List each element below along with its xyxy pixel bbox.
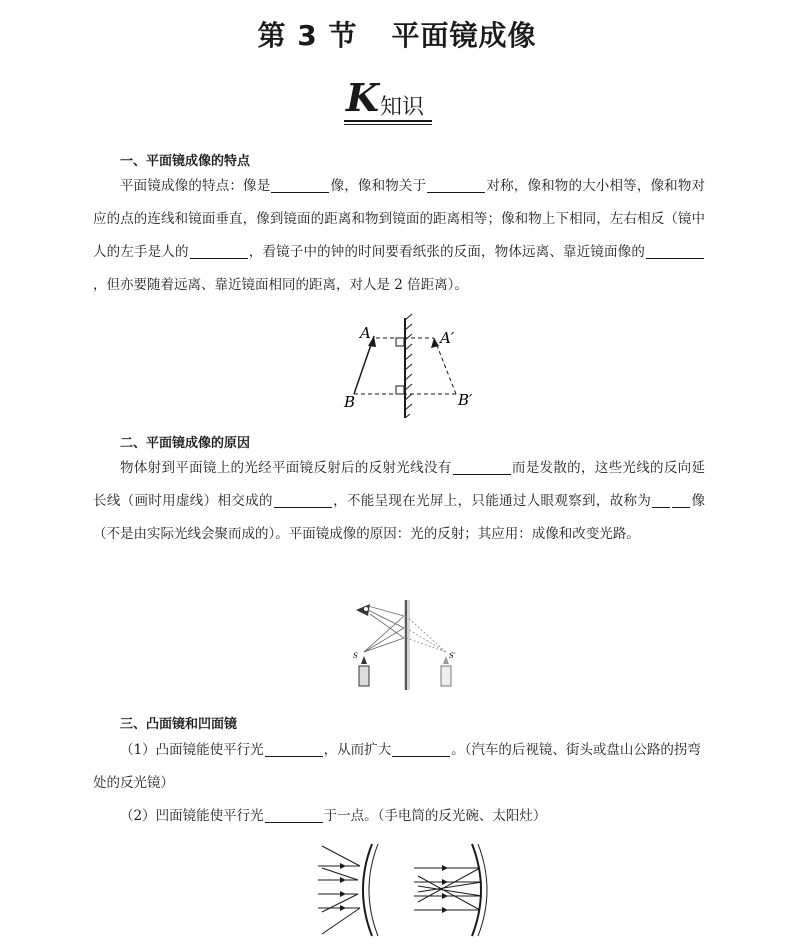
list-item-convex: （1）凸面镜能使平行光 ，从而扩大 。（汽车的后视镜、街头或盘山公路的拐弯处的反光镜） [93,742,701,791]
section-heading-1: 一、平面镜成像的特点 [120,154,251,169]
answer-blank[interactable] [265,809,323,824]
answer-blank[interactable] [274,494,332,509]
knowledge-badge [344,75,454,128]
page-title [0,14,794,54]
knowledge-underline [344,120,432,122]
label-s-prime: S′ [449,652,456,660]
answer-blank[interactable] [427,179,485,194]
label-a-prime: A′ [440,329,455,347]
label-s: S [353,652,358,660]
answer-blank[interactable] [652,494,670,509]
mirror-diagram-2 [350,596,470,694]
section-number: 第 3 节 [257,19,358,52]
knowledge-underline-thin [344,124,432,125]
section-heading-2: 二、平面镜成像的原因 [120,436,251,451]
answer-blank[interactable] [392,743,450,758]
answer-blank-cont[interactable] [672,494,690,509]
answer-blank[interactable] [190,245,248,260]
curved-mirror-diagram [310,840,500,944]
section-paragraph-1: 平面镜成像的特点：像是 像，像和物关于 对称，像和物的大小相等，像和物对应的点的连线和镜面垂直，像到镜面的距离和物到镜面的距离相等；像和物上下相同，左右相反（镜中人的左手是人的 ，看镜子中的钟的时间要看纸张的反面，物体远离、靠近镜面像的，但亦要随着远离、靠近镜面相同的距离，对人是 2 倍距离）。 [93,178,706,293]
list-item-concave: （2）凹面镜能使平行光 于一点。（手电筒的反光碗、太阳灶） [120,808,547,824]
answer-blank[interactable] [646,245,704,260]
section-topic: 平面镜成像 [391,19,537,52]
answer-blank[interactable] [271,179,329,194]
label-b-prime: B′ [458,391,473,409]
answer-blank[interactable] [265,743,323,758]
knowledge-word: 知识 [380,95,425,120]
section-paragraph-2: 物体射到平面镜上的光经平面镜反射后的反射光线没有 而是发散的，这些光线的反向延长线（画时用虚线）相交成的 ，不能呈现在光屏上，只能通过人眼观察到，故称为 像（不是由实际光线会聚而成的）。平面镜成像的原因：光的反射；其应用：成像和改变光路。 [93,460,706,542]
answer-blank[interactable] [453,461,511,476]
label-a: A [360,324,371,342]
label-b: B [344,393,356,411]
section-heading-3: 三、凸面镜和凹面镜 [120,717,238,732]
knowledge-k-letter: K [346,75,380,120]
mirror-diagram-1 [330,310,480,420]
